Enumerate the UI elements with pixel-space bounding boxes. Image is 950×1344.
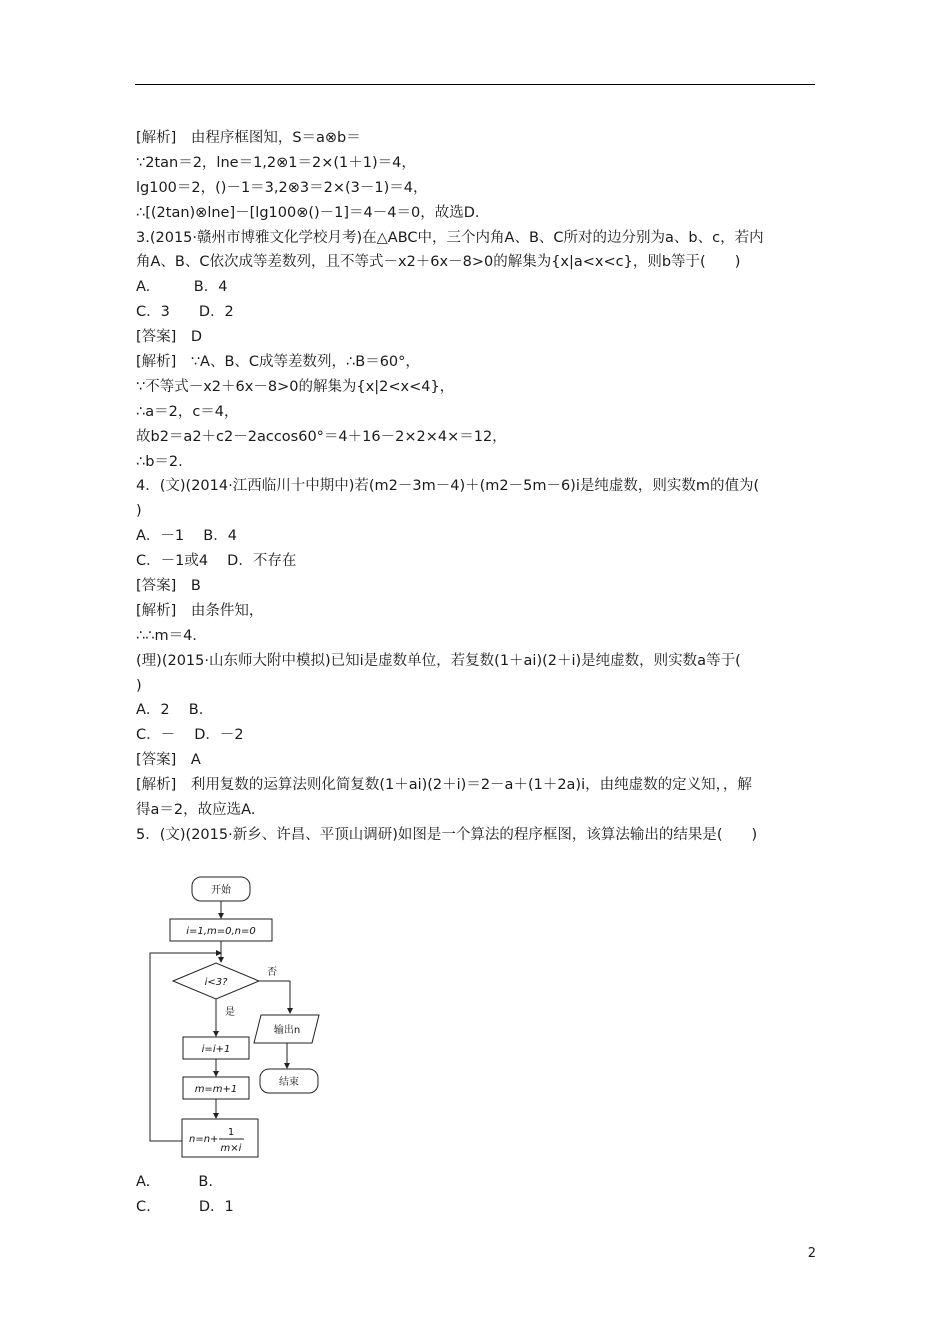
choice-line: A. B．4 — [136, 279, 228, 296]
increment-m-label: m=m+1 — [194, 1084, 238, 1095]
choice-line: A．－1 B．4 — [136, 528, 237, 545]
choice-line: C．－1或4 D．不存在 — [136, 553, 297, 570]
solution-line: 故b2＝a2＋c2－2accos60°＝4＋16－2×2×4×＝12， — [136, 428, 507, 445]
text-line: lg100＝2，()－1＝3,2⊗3＝2×(3－1)＝4， — [136, 179, 428, 196]
solution-line: ∴∴m＝4. — [136, 627, 197, 644]
choice-line: C．－ D．－2 — [136, 727, 244, 744]
no-label: 否 — [267, 967, 277, 978]
end-label: 结束 — [279, 1077, 299, 1088]
increment-i-label: i=i+1 — [201, 1044, 231, 1055]
solution-line: ∵不等式－x2＋6x－8>0的解集为{x|2<x<4}， — [136, 378, 455, 395]
choice-line: C. D．1 — [136, 1198, 234, 1215]
yes-label: 是 — [225, 1007, 235, 1018]
question-3-line: 3.(2015·赣州市博雅文化学校月考)在△ABC中，三个内角A、B、C所对的边分别为a、b、c，若内 — [136, 229, 764, 246]
question-4-line: 4．(文)(2014·江西临川十中期中)若(m2－3m－4)＋(m2－5m－6)i是纯虚数，则实数m的值为( — [136, 478, 760, 495]
fraction-denominator: m×i — [220, 1143, 242, 1154]
document-body — [136, 126, 816, 848]
answer-line: [答案] D — [136, 329, 202, 346]
page-number: 2 — [807, 1246, 816, 1261]
solution-line: 得a＝2，故应选A. — [136, 802, 256, 819]
question-5-line: 5．(文)(2015·新乡、许昌、平顶山调研)如图是一个算法的程序框图，该算法输出的结果是( ) — [136, 826, 758, 843]
solution-line: ∴a＝2，c＝4， — [136, 403, 239, 420]
question-3-line: 角A、B、C依次成等差数列，且不等式－x2＋6x－8>0的解集为{x|a<x<c}，则b等于( ) — [136, 254, 741, 271]
init-label: i=1,m=0,n=0 — [186, 926, 256, 937]
solution-line: ∴b＝2. — [136, 453, 183, 470]
solution-line: [解析] 利用复数的运算法则化简复数(1＋ai)(2＋i)＝2－a＋(1＋2a)i，由纯虚数的定义知，，解 — [136, 777, 752, 794]
algorithm-flowchart — [146, 873, 326, 1163]
condition-label: i<3? — [204, 977, 228, 988]
choice-line: A．2 B. — [136, 702, 204, 719]
update-n-label: n=n+ — [189, 1134, 219, 1145]
answer-choices — [136, 1170, 816, 1220]
text-line: ∴[(2tan)⊗lne]－[lg100⊗()－1]＝4－4＝0，故选D. — [136, 204, 480, 221]
question-4-line: ) — [136, 503, 142, 520]
solution-line: [解析] ∵A、B、C成等差数列，∴B＝60°， — [136, 354, 420, 371]
question-line: (理)(2015·山东师大附中模拟)已知i是虚数单位，若复数(1＋ai)(2＋i)是纯虚数，则实数a等于( — [136, 652, 741, 669]
output-label: 输出n — [273, 1025, 301, 1036]
answer-line: [答案] A — [136, 752, 201, 769]
fraction-numerator: 1 — [227, 1127, 235, 1138]
choice-line: C．3 D．2 — [136, 304, 234, 321]
text-line: ∵2tan＝2，lne＝1,2⊗1＝2×(1＋1)＝4， — [136, 154, 416, 171]
solution-line: [解析] 由条件知， — [136, 602, 264, 619]
header-rule — [135, 84, 815, 85]
answer-line: [答案] B — [136, 578, 201, 595]
text-line: [解析] 由程序框图知，S＝a⊗b＝ — [136, 130, 361, 146]
question-line: ) — [136, 677, 142, 694]
choice-line: A. B. — [136, 1174, 213, 1190]
start-label: 开始 — [211, 885, 231, 896]
